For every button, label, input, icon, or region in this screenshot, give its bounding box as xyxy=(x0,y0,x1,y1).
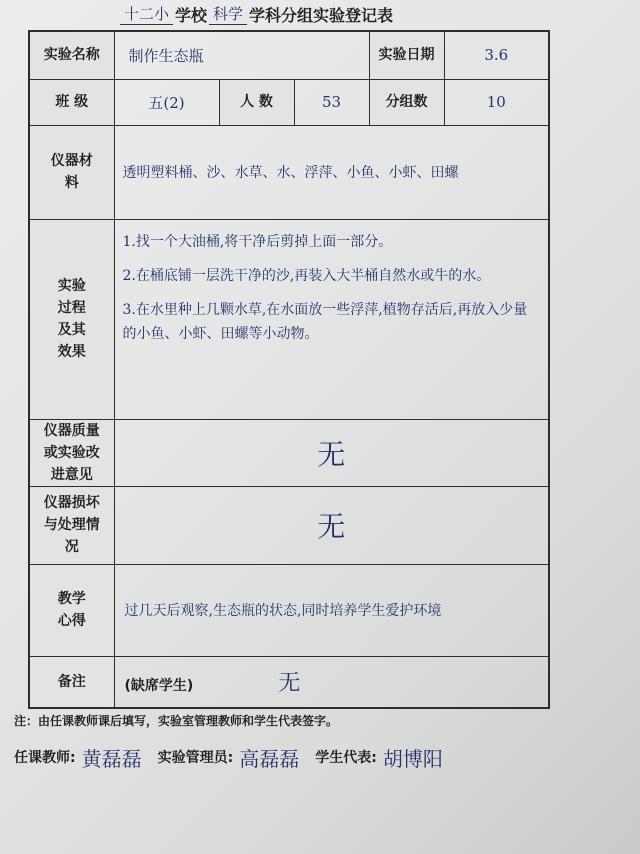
class-value: 五(2) xyxy=(114,79,219,125)
count-value: 53 xyxy=(294,79,369,125)
damage-label: 仪器损坏与处理情况 xyxy=(29,486,114,564)
title-suffix: 学科分组实验登记表 xyxy=(249,5,394,25)
subject-handwritten: 科学 xyxy=(209,3,247,25)
registration-table xyxy=(28,30,550,709)
teacher-label: 任课教师: xyxy=(14,750,76,766)
signature-row xyxy=(14,732,624,782)
damage-value: 无 xyxy=(114,486,549,564)
count-label: 人 数 xyxy=(219,79,294,125)
form-note: 注：由任课教师课后填写，实验室管理教师和学生代表签字。 xyxy=(14,714,339,728)
form-title xyxy=(120,0,540,28)
materials-value: 透明塑料桶、沙、水草、水、浮萍、小鱼、小虾、田螺 xyxy=(114,125,549,219)
school-suffix: 学校 xyxy=(175,5,208,25)
remarks-label: 备注 xyxy=(29,656,114,708)
student-signature: 胡博阳 xyxy=(382,746,443,771)
teaching-label: 教学心得 xyxy=(29,564,114,656)
manager-signature: 高磊磊 xyxy=(239,746,300,771)
process-line: 2.在桶底铺一层洗干净的沙,再装入大半桶自然水或牛的水。 xyxy=(122,267,491,284)
exp-date-label: 实验日期 xyxy=(369,31,444,79)
exp-name-value: 制作生态瓶 xyxy=(114,31,369,79)
teacher-signature: 黄磊磊 xyxy=(81,746,142,771)
exp-date-value: 3.6 xyxy=(444,31,549,79)
groups-value: 10 xyxy=(444,79,549,125)
quality-label: 仪器质量或实验改进意见 xyxy=(29,419,114,486)
exp-name-label: 实验名称 xyxy=(29,31,114,79)
class-label: 班 级 xyxy=(29,79,114,125)
teaching-value: 过几天后观察,生态瓶的状态,同时培养学生爱护环境 xyxy=(114,564,549,656)
manager-label: 实验管理员: xyxy=(157,750,234,766)
process-line: 1.找一个大油桶,将干净后剪掉上面一部分。 xyxy=(122,233,393,250)
remarks-cell xyxy=(114,656,549,708)
remarks-value: (缺席学生) xyxy=(124,678,194,695)
process-value xyxy=(114,219,549,419)
groups-label: 分组数 xyxy=(369,79,444,125)
school-name-handwritten: 十二小 xyxy=(120,3,173,25)
materials-label: 仪器材料 xyxy=(29,125,114,219)
quality-value: 无 xyxy=(114,419,549,486)
student-label: 学生代表: xyxy=(315,750,377,766)
process-line: 3.在水里种上几颗水草,在水面放一些浮萍,植物存活后,再放入少量的小鱼、小虾、田螺等小动物。 xyxy=(122,301,528,342)
remarks-handwritten: 无 xyxy=(278,671,301,697)
process-label: 实验过程及其效果 xyxy=(29,219,114,419)
